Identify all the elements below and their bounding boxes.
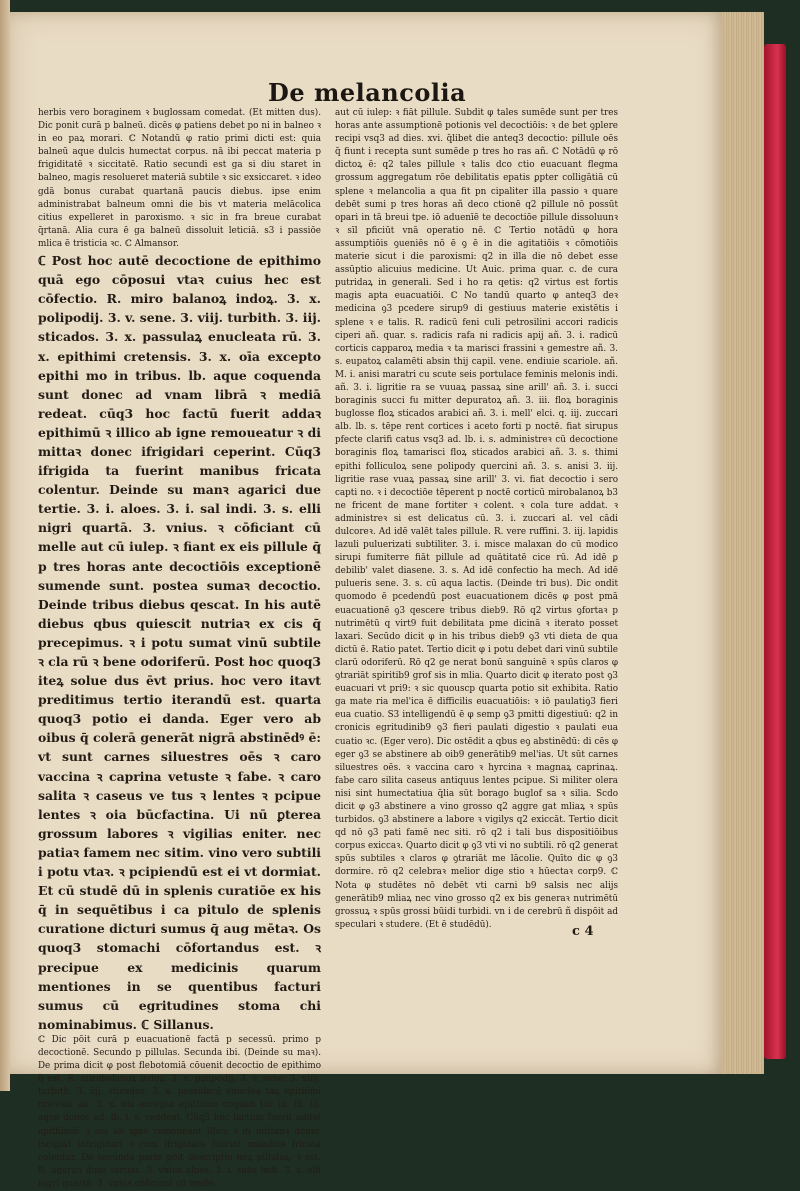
- red-cover-edge: [764, 44, 786, 1059]
- opening-paragraph: herbis vero boraginem ꝛ buglossam comedat. (Et mitten dus). Dic ponit curā p balneū. dicēs φ patiens debet po ni in balneo ꝛ in eo paꝝ morari. ℂ Notandū φ ratio primi dicti est: quia balneū aque dulcis humectat corpus. nā ibi peccat materia p frigiditatē ꝛ siccitatē. Ratio secundi est ga si diu staret in balneo, magis resolueret materiā subtile ꝛ sic exsiccaret. ꝛ ideo gdā bonus curabat quartanā paucis diebus. ipse enim administrabat balneum omni die bis vt materia melācolica citius expelleret in paroxismo. ꝛ sic in fra breue curabat q̄rtanā. Alia cura ē ga balneū dissoluit leticiā. s3 i passiōe mlica ē tristicia ꝛc. ℂ Almansor.: [38, 108, 321, 249]
- signature-mark: c 4: [572, 924, 594, 939]
- left-text-column: [38, 107, 321, 1191]
- right-column-paragraph: aut cū iulep: ꝛ fiāt pillule. Subdit φ tales sumēde sunt per tres horas ante assumptionē potionis vel decoctiōis: ꝛ de bet ꝯplere recipi vsq3 ad dies. xvi. q̄libet die anteq3 decoctio: pillule oēs q̄ fiunt i recepta sunt sumēde p tres ho ras añ. ℂ Notādū φ rō dictoꝝ ē: q2 tales pillule ꝛ talis dco ctio euacuant flegma grossum aggregatum rōe debilitatis epatis ꝑpter colligātiā cū splene ꝛ melancolia a qua fit pn cipaliter illa passio ꝛ quare debēt sumi p tres horas añ deco ctionē q2 pillule nō possūt opari in tā breui tpe. iō aduenīē te decoctiōe pillule dissoluunꝛ ꝛ sīl pficiūt vnā operatio nē. ℂ Tertio notādū φ hora assumptiōis ꝯueniēs nō ē ꝯ ē in die agitatiōis ꝛ cōmotiōis materie sicut i die paroxismi: q2 in illa die nō debet esse assūptio alicuius medicine. Ut Auic. prima quar. c. de cura putridaꝝ in generali. Sed i ho ra qetis: q2 virtus est fortis magis apta euacuatiōi. ℂ No tandū quarto φ anteq3 deꝛ medicina ꝯ3 pcedere sirup9 di gestiuus materie existētis i splene ꝛ e talis. R. radicū feni culi petrosilini accori radicis ciperi añ. quar. s. radicis rafa ni radicis apij añ. 3. i. radicū corticis capparoꝝ media ꝛ ta marisci frassini ꝛ gemestre añ. 3. s. eupatoꝝ calamēti absin thij capil. vene. endiuie scariole. añ. M. i. anisi maratri cu scute seis portulace feminis melonis indi. añ. 3. i. ligritie ra se vuuaꝝ passaꝝ sine arill' añ. 3. i. succi boraginis succi fu mitter depuratoꝝ añ. 3. iii. floꝝ boraginis buglosse floꝝ sticados arabici añ. 3. i. mell' elci. q. iij. zuccari alb. lb. s. tēpe rent cortices i aceto forti p noctē. fiat sirupus pfecte clarifi catus vsq3 ad. lb. i. s. administreꝛ cū decoctione boraginis floꝝ tamarisci floꝝ sticados arabici añ. 3. s. thimi epithi folliculoꝝ sene polipody quercini añ. 3. s. anisi 3. iij. ligritie rase vuaꝝ passaꝝ sine arill' 3. vi. fiat decoctio i sero capti no. ꝛ i decoctiōe tēperent p noctē corticū mirobalanoꝝ b3 ne fricent de mane fortiter ꝛ colent. ꝛ cola ture addat. ꝛ administreꝛ si est delicatus cū. 3. i. zuccari al. vel cādi dulcoreꝛ. Ad idē valēt tales pillule. R. vere ruffini. 3. iij. lapidis lazuli puluerizati subtiliter. 3. i. misce malaxan do cū modico sirupi fumiterre fiāt pillule ad quātitatē cice rū. Ad idē ꝑ debilib' valet diasene. 3. s. Ad idē confectio ha mech. Ad idē pulueris sene. 3. s. cū aqua lactis. (Deinde tri bus). Dic ondit quomodo ē pcedendū post euacuationem dicēs φ post pmā euacuationē ꝯ3 qescere tribus dieb9. Rō q2 virtus ꝯfortaꝛ p nutrimētū q virt9 fuit debilitata pme dicinā ꝛ iterato posset laxari. Secūdo dicit φ in his tribus dieb9 ꝯ3 vti dieta de qua dictū ē. Ratio patet. Tertio dicit φ i potu debet dari vinū subtile clarū odoriferū. Rō q2 ge nerat bonū sanguinē ꝛ spūs claros φ ꝯtrariāt spiritib9 grof sis in mlia. Quarto dicit φ iterato post ꝯ3 euacuari vt pri9: ꝛ sic quouscp quarta potio sit exhibita. Ratio ga mate ria mel'ica ē difficilis euacuatiōis: ꝛ iō paulatiꝯ3 fieri eua cuatio. S3 intelligendū ē φ semp ꝯ3 pmitti digestiuū: q2 in cronicis egritudinib9 ꝯ3 fieri paulati digestio ꝛ paulati eua cuatio ꝛc. (Eger vero). Dic ostēdit a qbus eꝯ abstinēdū: di cēs φ eger ꝯ3 se abstinere ab oib9 generātib9 mel'ias. Ut sūt carnes siluestres oēs. ꝛ vaccina caro ꝛ hyrcina ꝛ magnaꝝ caprinaꝝ. fabe caro silita caseus antiquus lentes pcipue. Si militer olera nisi sint humectatiua q̄lia sūt borago buglof sa ꝛ silia. Scdo dicit φ ꝯ3 abstinere a vino grosso q2 aggre gat mliaꝝ ꝛ spūs turbidos. ꝯ3 abstinere a labore ꝛ vigilys q2 exiccāt. Tertio dicit qd nō ꝯ3 pati famē nec siti. rō q2 i tali bus dispositiōibus corpus exiccaꝛ. Quarto dicit φ ꝯ3 vti vi no subtili. rō q2 generat spūs subtiles ꝛ claros φ ꝯtrariāt me lācolie. Quīto dic φ ꝯ3 dormire. rō q2 celebraꝛ melior dige stio ꝛ hūectaꝛ corp9. ℂ Nota φ studētes nō debēt vti carni b9 salsis nec alijs generātib9 mliaꝝ nec vino grosso q2 ex bis generaꝛ nutrimētū grossuꝝ ꝛ spūs grossi būidi turbidi. vn i de cerebrū ñ dispōit ad speculari ꝛ studere. (Et ē studēdū).: [335, 108, 618, 930]
- right-text-column: [335, 107, 618, 932]
- recipe-paragraph: ℂ Post hoc autē decoctione de epithimo quā ego cōposui vtaꝛ cuius hec est cōfectio. R. miro balanoꝝ indoꝝ. 3. x. polipodij. 3. v. sene. 3. viij. turbith. 3. iij. sticados. 3. x. passulaꝝ enucleata rū. 3. x. epithimi cretensis. 3. x. oīa excepto epithi mo in tribus. lb. aque coquenda sunt donec ad vnam librā ꝛ mediā redeat. cūq3 hoc factū fuerit addaꝛ epithimū ꝛ illico ab igne remoueatur ꝛ di mittaꝛ donec ifrigidari ceperint. Cūq3 ifrigida ta fuerint manibus fricata colentur. Deinde su manꝛ agarici due tertie. 3. i. aloes. 3. i. sal indi. 3. s. elli nigri quartā. 3. vnius. ꝛ cōficiant cū melle aut cū iulep. ꝛ fiant ex eis pillule q̄ p tres horas ante decoctiōis exceptionē sumende sunt. postea sumaꝛ decoctio. Deinde tribus diebus qescat. In his autē diebus qbus quiescit nutriaꝛ ex cis q̄ precepimus. ꝛ i potu sumat vinū subtile ꝛ cla rū ꝛ bene odoriferū. Post hoc quoq3 iteꝝ solue dus ēvt prius. hoc vero itavt preditimus tertio iterandū est. quarta quoq3 potio ei danda. Eger vero ab oibus q̄ colerā generāt nigrā abstinēdꝰ ē: vt sunt carnes siluestres oēs ꝛ caro vaccina ꝛ caprina vetuste ꝛ fabe. ꝛ caro salita ꝛ caseus ve tus ꝛ lentes ꝛ pcipue lentes ꝛ oia būcfactina. Ui nū ꝑterea grossum labores ꝛ vigilias eniter. nec patiaꝛ famem nec sitim. vino vero subtili i potu vtaꝛ. ꝛ pcipiendū est ei vt dormiat. Et cū studē dū in splenis curatiōe ex his q̄ in sequētibus i ca pitulo de splenis curatione dicturi sumus q̄ aug mētaꝛ. Os quoq3 stomachi cōfortandus est. ꝛ precipue ex medicinis quarum mentiones in se quentibus facturi sumus cū egritudines stoma chi nominabimus. ℂ Sillanus.: [38, 253, 321, 1032]
- page-fore-edge: [722, 12, 764, 1074]
- commentary-paragraph: ℂ Dic pōit curā p euacuationē factā p secessū. primo p decoctionē. Secundo p pillulas. Secunda ibi. (Deinde su maꝛ). De prima dicit φ post flebotomiā cōuenit decoctio de epithimo q̄ est. R. mirobalanoꝝ indoꝝ. 3. x. polipodij. 3. v. sene. 3. viiij. turbith. 3. iiij. sticados. 3. x. passularū enuclea taꝝ epithimi cretēsis an. 3. x. oia excepto epithimo coquan tur in. lb. iij. aque donec ad. lb. i. s. reddeat. Cūq3 hoc factum fuerit addat epithimū: ꝛ oia ab igne remoueant illico ꝛ di mittanꝛ donec incipiāt infrigidari ꝛ cum ifrigidata fuerint manibus fricata colentur. De secunda parte pōit descriptio neꝝ pillulaꝝ: ꝛ est. R. agarici duas tertias. 3. vnius aloes. 3. i. salis indi. 3. s. elli nigri quartā. 3. vnius cōficiant cū melle:: [38, 1034, 321, 1189]
- left-page-edge: [0, 0, 10, 1091]
- running-title: De melancolia: [268, 78, 467, 107]
